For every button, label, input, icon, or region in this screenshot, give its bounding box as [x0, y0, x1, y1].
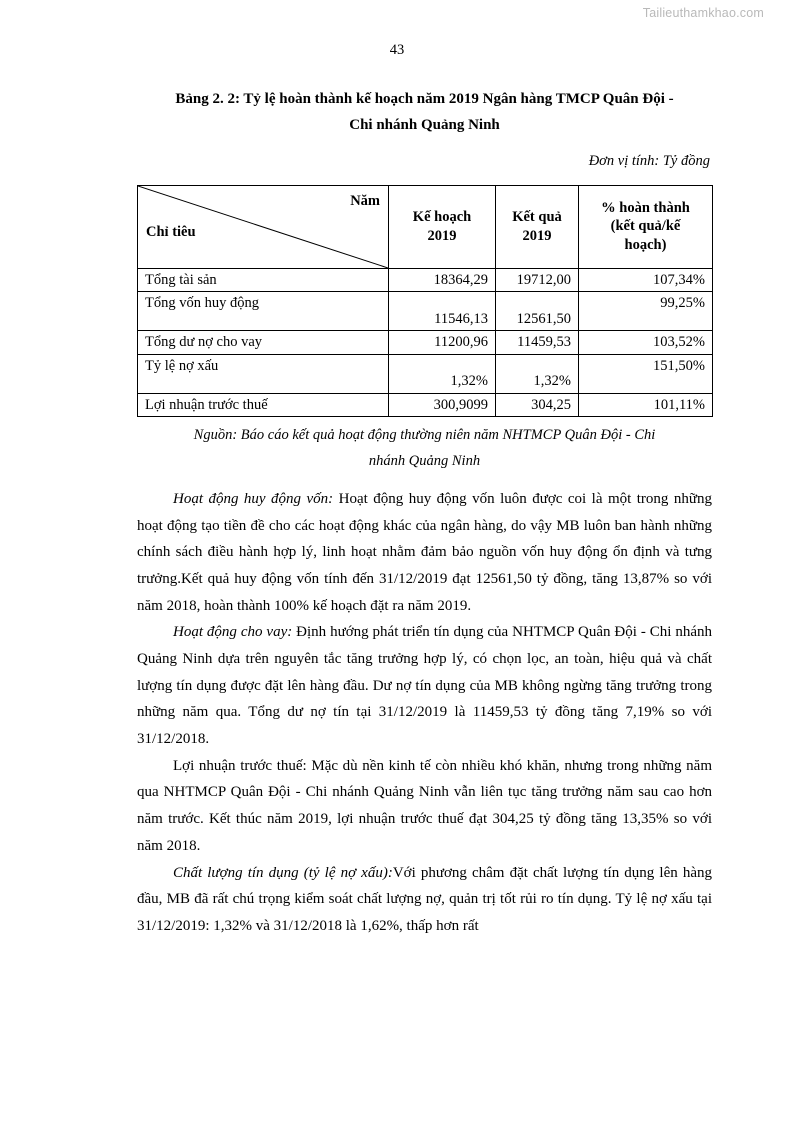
table-cell-plan: 11546,13 — [389, 292, 496, 331]
paragraph-lead-in: Chất lượng tín dụng (tỷ lệ nợ xấu): — [173, 864, 393, 881]
table-cell-label: Lợi nhuận trước thuế — [138, 393, 389, 417]
table-cell-label: Tổng dư nợ cho vay — [138, 331, 389, 355]
table-cell-plan: 1,32% — [389, 354, 496, 393]
page-number: 43 — [389, 42, 405, 58]
table-row — [138, 393, 713, 417]
header-result-line-2: 2019 — [522, 227, 552, 244]
table-header — [138, 185, 713, 268]
paragraph-lead-in: Hoạt động cho vay: — [173, 624, 293, 641]
table-row — [138, 292, 713, 331]
table-cell-label: Tổng vốn huy động — [138, 292, 389, 331]
table-cell-percent: 101,11% — [579, 393, 713, 417]
header-completion-percent — [579, 185, 713, 268]
header-pct-line-1: % hoàn thành — [601, 199, 690, 216]
table-title — [137, 86, 712, 139]
body-paragraph — [137, 753, 712, 860]
header-plan-line-2: 2019 — [427, 227, 457, 244]
table-cell-percent: 99,25% — [579, 292, 713, 331]
unit-note: Đơn vị tính: Tỷ đồng — [588, 152, 710, 169]
table-title-line-2: Chi nhánh Quảng Ninh — [349, 117, 500, 134]
page-content — [137, 86, 712, 940]
table-row — [138, 268, 713, 292]
source-line-2: nhánh Quảng Ninh — [368, 452, 481, 469]
paragraph-text: Định hướng phát triển tín dụng của NHTMCP Quân Đội - Chi nhánh Quảng Ninh dựa trên nguyên tắc tăng trưởng hợp lý, có chọn lọc, an toàn, hiệu quả và chất lượng tín dụng được đặt lên hàng đầu. Dư nợ tín dụng của MB không ngừng tăng trưởng trong những năm qua. Tổng dư nợ tín tại 31/12/2019 là 11459,53 tỷ đồng tăng 7,19% so với 31/12/2018. — [137, 624, 713, 748]
source-line-1: Nguồn: Báo cáo kết quả hoạt động thường niên năm NHTMCP Quân Đội - Chi — [193, 427, 656, 444]
table-row — [138, 354, 713, 393]
table-header-row — [138, 185, 713, 268]
table-cell-plan: 18364,29 — [389, 268, 496, 292]
header-year-label: Năm — [350, 192, 380, 209]
paragraph-text: Mặc dù nền kinh tế còn nhiều khó khăn, nhưng trong những năm qua NHTMCP Quân Đội - Chi nhánh Quảng Ninh vẫn liên tục tăng trưởng năm sau cao hơn năm trước. Kết thúc năm 2019, lợi nhuận trước thuế đạt 304,25 tỷ đồng tăng 13,35% so với năm 2018. — [137, 757, 712, 854]
table-cell-result: 304,25 — [496, 393, 579, 417]
table-title-line-1: Bảng 2. 2: Tỷ lệ hoàn thành kế hoạch năm 2019 Ngân hàng TMCP Quân Đội - — [175, 91, 674, 107]
header-result-2019 — [496, 185, 579, 268]
table-cell-result: 12561,50 — [496, 292, 579, 331]
header-pct-line-3: hoạch) — [624, 236, 667, 253]
watermark-text: Tailieuthamkhao.com — [642, 6, 764, 20]
table-cell-percent: 151,50% — [579, 354, 713, 393]
header-criteria-label: Chỉ tiêu — [146, 223, 196, 240]
header-result-line-1: Kết quả — [512, 208, 562, 225]
header-pct-line-2: (kết quả/kế — [610, 218, 681, 235]
paragraph-lead-in: Lợi nhuận trước thuế: — [173, 757, 307, 774]
body-paragraph — [137, 860, 712, 940]
plan-completion-table — [137, 185, 713, 418]
body-paragraph — [137, 486, 712, 619]
table-cell-plan: 300,9099 — [389, 393, 496, 417]
table-cell-label: Tổng tài sản — [138, 268, 389, 292]
table-source-caption — [137, 423, 712, 474]
table-cell-plan: 11200,96 — [389, 331, 496, 355]
header-corner-cell — [138, 185, 389, 268]
table-cell-result: 11459,53 — [496, 331, 579, 355]
paragraph-lead-in: Hoạt động huy động vốn: — [173, 490, 334, 507]
body-paragraphs — [137, 486, 712, 940]
table-cell-percent: 103,52% — [579, 331, 713, 355]
table-row — [138, 331, 713, 355]
table-cell-percent: 107,34% — [579, 268, 713, 292]
paragraph-text: Hoạt động huy động vốn luôn được coi là một trong những hoạt động tạo tiền đề cho các hoạt động khác của ngân hàng, do vậy MB luôn ban hành những chính sách điều hành hợp lý, linh hoạt nhằm đảm bảo nguồn vốn huy động ổn định và tưng trưởng.Kết quả huy động vốn tính đến 31/12/2019 đạt 12561,50 tỷ đồng, tăng 13,87% so với năm 2018, hoàn thành 100% kế hoạch đặt ra năm 2019. — [137, 490, 712, 614]
header-plan-line-1: Kế hoạch — [412, 208, 472, 225]
table-body — [138, 268, 713, 417]
header-plan-2019 — [389, 185, 496, 268]
paragraph-text: Với phương châm đặt chất lượng tín dụng lên hàng đầu, MB đã rất chú trọng kiểm soát chất lượng nợ, quản trị tốt rủi ro tín dụng. Tỷ lệ nợ xấu tại 31/12/2019: 1,32% và 31/12/2018 là 1,62%, thấp hơn rất — [137, 864, 712, 934]
table-cell-result: 19712,00 — [496, 268, 579, 292]
table-cell-label: Tỷ lệ nợ xấu — [138, 354, 389, 393]
body-paragraph — [137, 619, 712, 752]
table-cell-result: 1,32% — [496, 354, 579, 393]
